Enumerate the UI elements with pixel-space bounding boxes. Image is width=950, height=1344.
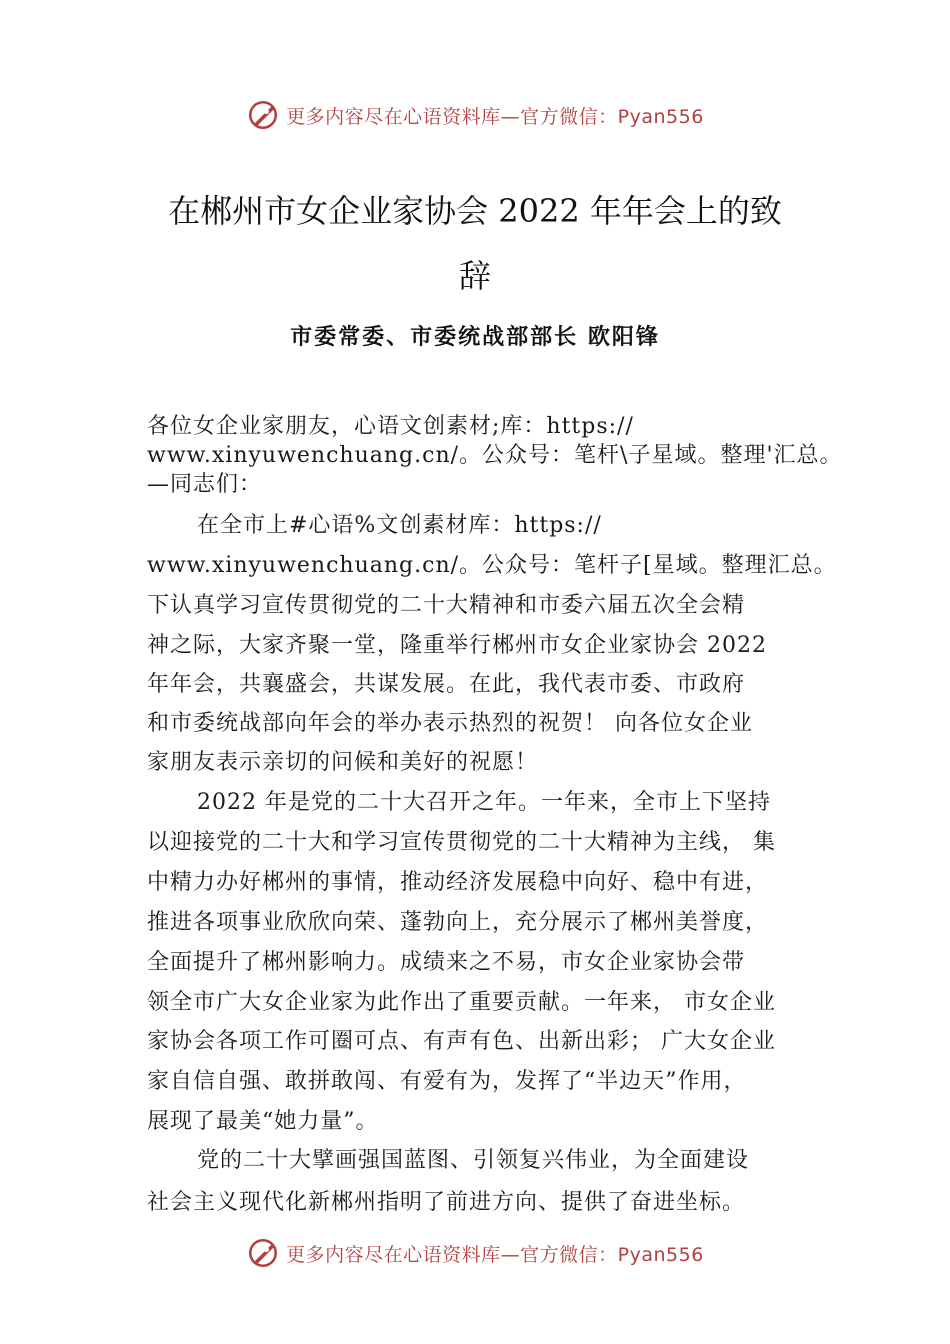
pen-logo-icon	[246, 1236, 280, 1270]
pen-logo-icon	[246, 98, 280, 132]
body-line: 在全市上#心语%文创素材库：https://	[197, 513, 602, 538]
body-line: 家自信自强、敢拼敢闯、有爱有为，发挥了“半边天”作用，	[147, 1069, 747, 1094]
body-line: 推进各项事业欣欣向荣、蓬勃向上，充分展示了郴州美誉度，	[147, 910, 769, 935]
body-line: 年年会，共襄盛会，共谋发展。在此，我代表市委、市政府	[147, 672, 746, 697]
body-line: www.xinyuwenchuang.cn/。公众号：笔杆\子星域。整理'汇总。	[147, 443, 843, 468]
banner-text: 更多内容尽在心语资料库—官方微信：Pyan556	[286, 105, 704, 128]
body-line: www.xinyuwenchuang.cn/。公众号：笔杆子[星域。整理汇总。	[147, 553, 837, 578]
header-banner	[0, 95, 950, 135]
body-line: 中精力办好郴州的事情，推动经济发展稳中向好、稳中有进，	[147, 870, 769, 895]
document-title-line-2: 辞	[458, 257, 491, 295]
body-line: 下认真学习宣传贯彻党的二十大精神和市委六届五次全会精	[147, 593, 746, 618]
body-line: 展现了最美“她力量”。	[147, 1109, 379, 1134]
body-line: 社会主义现代化新郴州指明了前进方向、提供了奋进坐标。	[147, 1190, 746, 1215]
footer-banner	[0, 1233, 950, 1273]
body-line: 全面提升了郴州影响力。成绩来之不易，市女企业家协会带	[147, 950, 746, 975]
body-line: 领全市广大女企业家为此作出了重要贡献。一年来， 市女企业	[147, 990, 776, 1015]
body-line: —同志们：	[147, 472, 263, 497]
body-line: 家协会各项工作可圈可点、有声有色、出新出彩； 广大女企业	[147, 1029, 776, 1054]
body-line: 和市委统战部向年会的举办表示热烈的祝贺！ 向各位女企业	[147, 711, 753, 736]
document-title-line-1: 在郴州市女企业家协会 2022 年年会上的致	[168, 192, 782, 230]
body-line: 各位女企业家朋友，心语文创素材;库：https://	[147, 414, 634, 439]
body-line: 家朋友表示亲切的问候和美好的祝愿！	[147, 750, 539, 775]
body-line: 以迎接党的二十大和学习宣传贯彻党的二十大精神为主线， 集	[147, 830, 776, 855]
body-line: 神之际，大家齐聚一堂，隆重举行郴州市女企业家协会 2022	[147, 633, 767, 658]
body-line: 党的二十大擘画强国蓝图、引领复兴伟业，为全面建设	[197, 1148, 750, 1173]
document-author: 市委常委、市委统战部部长 欧阳锋	[290, 324, 660, 350]
body-line: 2022 年是党的二十大召开之年。一年来，全市上下坚持	[197, 790, 771, 815]
banner-text: 更多内容尽在心语资料库—官方微信：Pyan556	[286, 1243, 704, 1266]
